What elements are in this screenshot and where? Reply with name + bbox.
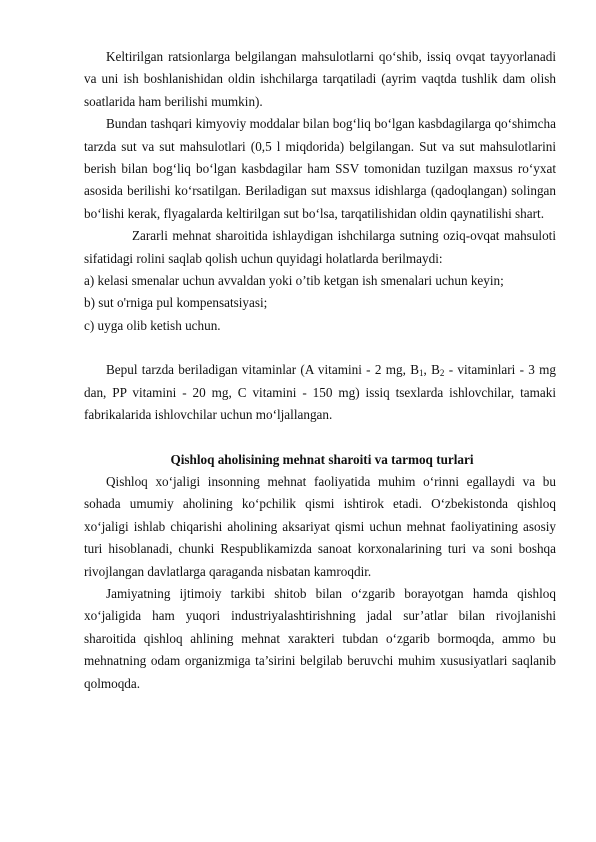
- paragraph-vitamins: [84, 359, 556, 426]
- section-heading: Qishloq aholisining mehnat sharoiti va tarmoq turlari: [170, 451, 474, 467]
- paragraph-rural-labor-change: Jamiyatning ijtimoiy tarkibi shitob bilan o‘zgarib borayotgan hamda qishloq xo‘jaligida ham yuqori industriyalashtirishning jadal sur’atlar bilan rivojlanishi sharoitida qishloq ahlining mehnat xarakteri tubdan o‘zgarib bormoqda, ammo bu mehnatning odam organizmiga ta’sirini belgilab beruvchi muhim xususiyatlari saqlanib qolmoqda.: [84, 585, 556, 691]
- paragraph-hot-meal: Keltirilgan ratsionlarga belgilangan mahsulotlarni qo‘shib, issiq ovqat tayyorlanadi va uni ish boshlanishidan oldin ishchilarga tarqatiladi (ayrim vaqtda tushlik dam olish soatlarida ham berilishi mumkin).: [84, 49, 556, 109]
- list-item-c: c) uyga olib ketish uchun.: [84, 317, 221, 333]
- vitamins-text-part2: , B: [423, 362, 440, 378]
- vitamin-b2-subscript: 2: [439, 368, 445, 379]
- paragraph-milk-provision: Bundan tashqari kimyoviy moddalar bilan bog‘liq bo‘lgan kasbdagilarga qo‘shimcha tarzda sut va sut mahsulotlari (0,5 l miqdorida) belgilangan. Sut va sut mahsulotlarini berish bilan bog‘liq bo‘lgan kasbdagilar ham SSV tomonidan tuzilgan maxsus ro‘yxat asosida berilishi ko‘rsatilgan. Beriladigan sut maxsus idishlarga (qadoqlangan) solingan bo‘lishi kerak, flyagalarda keltirilgan sut bo‘lsa, tarqatilishidan oldin qaynatilishi shart.: [84, 116, 556, 221]
- list-item-b: b) sut o'rniga pul kompensatsiyasi;: [84, 295, 268, 311]
- list-item-a: a) kelasi smenalar uchun avvaldan yoki o’tib ketgan ish smenalari uchun keyin;: [84, 273, 504, 289]
- vitamins-text-part3: - vitaminlari - 3 mg dan, PP vitamini - 20 mg, C vitamini - 150 mg) issiq tsexlarda ishlovchilar, tamaki fabrikalarida ishlovchilar uchun mo‘ljallangan.: [84, 362, 557, 423]
- vitamin-b1-subscript: 1: [419, 368, 424, 379]
- paragraph-agriculture-role: Qishloq xo‘jaligi insonning mehnat faoliyatida muhim o‘rinni egallaydi va bu sohada umumiy aholining ko‘pchilik qismi ishtirok etadi. O‘zbekistonda qishloq xo‘jaligi ishlab chiqarishi aholining aksariyat qismi uchun mehnat faoliyatining asosiy turi hisoblanadi, chunki Respublikamizda sanoat korxonalarining turi va soni boshqa rivojlangan davlatlarga qaraganda nisbatan kamroqdir.: [84, 473, 556, 579]
- blank-line: [84, 427, 556, 449]
- blank-line: [84, 337, 556, 359]
- vitamins-text-part1: Bepul tarzda beriladigan vitaminlar (A vitamini - 2 mg, B: [106, 362, 420, 378]
- paragraph-milk-restrictions: Zararli mehnat sharoitida ishlaydigan ishchilarga sutning oziq-ovqat mahsuloti sifatidagi rolini saqlab qolish uchun quyidagi holatlarda berilmaydi:: [84, 228, 556, 266]
- document-page: [84, 46, 556, 695]
